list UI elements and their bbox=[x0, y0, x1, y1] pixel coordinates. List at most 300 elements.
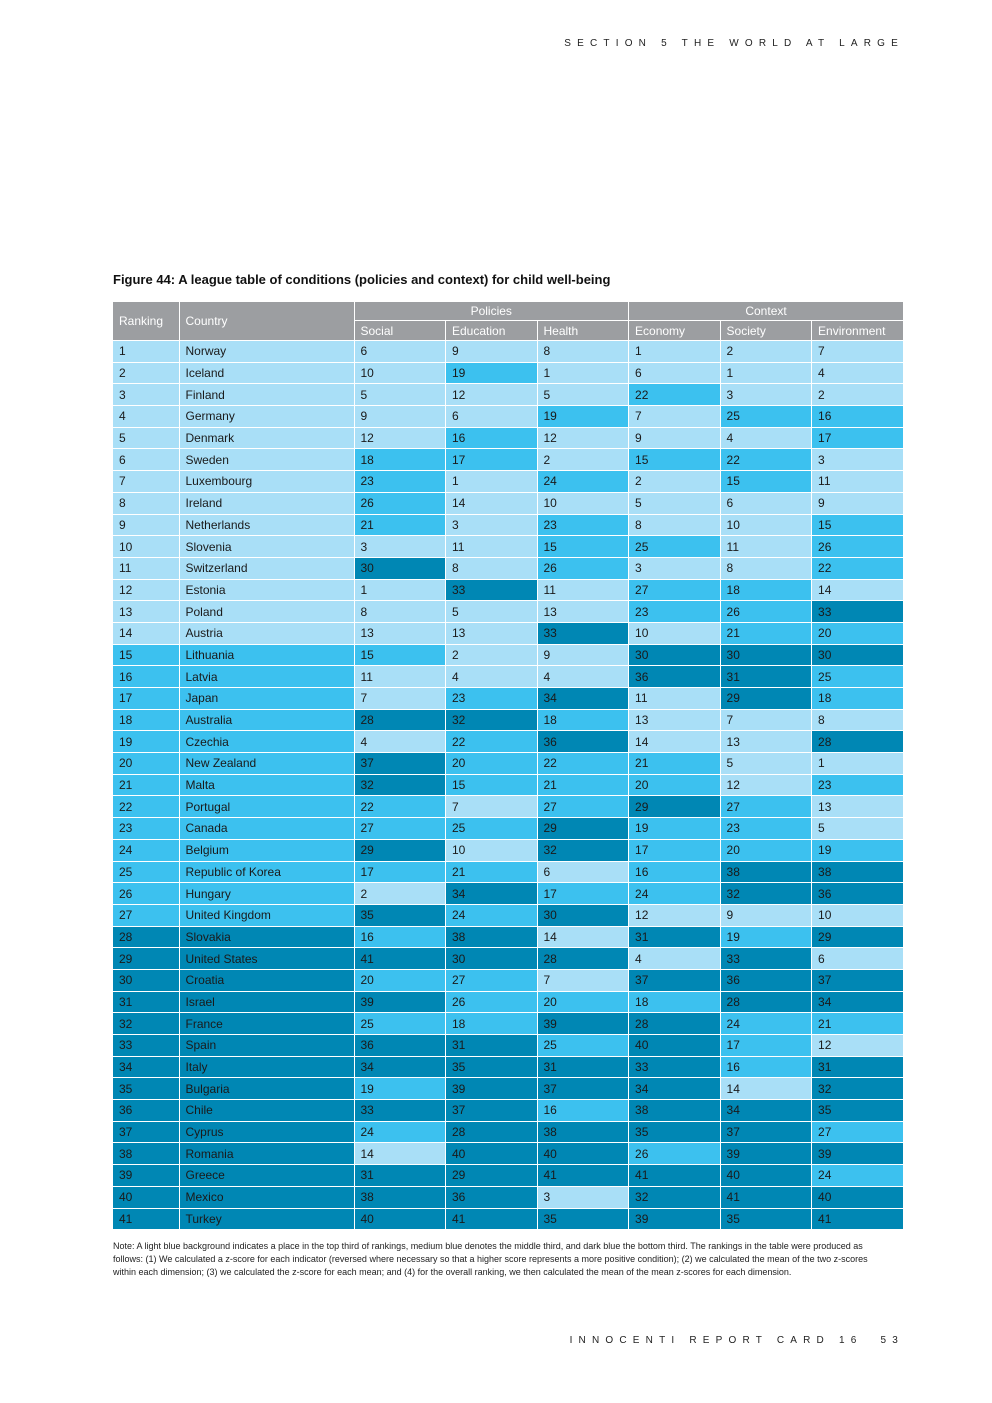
header-ranking: Ranking bbox=[113, 302, 179, 341]
cell-education: 10 bbox=[446, 839, 538, 861]
cell-health: 32 bbox=[537, 839, 629, 861]
cell-economy: 39 bbox=[629, 1208, 721, 1229]
cell-country: Republic of Korea bbox=[179, 861, 354, 883]
table-row bbox=[113, 774, 903, 796]
cell-economy: 24 bbox=[629, 883, 721, 905]
cell-society: 30 bbox=[720, 644, 812, 666]
running-head: SECTION 5 THE WORLD AT LARGE bbox=[564, 38, 904, 49]
cell-health: 40 bbox=[537, 1143, 629, 1165]
cell-ranking: 4 bbox=[113, 406, 179, 428]
cell-education: 12 bbox=[446, 384, 538, 406]
cell-economy: 28 bbox=[629, 1013, 721, 1035]
cell-society: 1 bbox=[720, 362, 812, 384]
cell-environment: 15 bbox=[812, 514, 904, 536]
cell-social: 27 bbox=[354, 818, 446, 840]
cell-economy: 16 bbox=[629, 861, 721, 883]
cell-economy: 40 bbox=[629, 1035, 721, 1057]
cell-education: 4 bbox=[446, 666, 538, 688]
cell-environment: 6 bbox=[812, 948, 904, 970]
cell-education: 19 bbox=[446, 362, 538, 384]
cell-environment: 12 bbox=[812, 1035, 904, 1057]
cell-health: 29 bbox=[537, 818, 629, 840]
cell-environment: 36 bbox=[812, 883, 904, 905]
cell-environment: 2 bbox=[812, 384, 904, 406]
table-row bbox=[113, 1186, 903, 1208]
table-row bbox=[113, 622, 903, 644]
cell-country: Bulgaria bbox=[179, 1078, 354, 1100]
table-row bbox=[113, 709, 903, 731]
cell-social: 37 bbox=[354, 753, 446, 775]
table-row bbox=[113, 883, 903, 905]
cell-society: 3 bbox=[720, 384, 812, 406]
table-row bbox=[113, 427, 903, 449]
league-table-body bbox=[113, 341, 903, 1230]
cell-social: 39 bbox=[354, 991, 446, 1013]
cell-country: Belgium bbox=[179, 839, 354, 861]
cell-education: 27 bbox=[446, 969, 538, 991]
cell-environment: 9 bbox=[812, 492, 904, 514]
cell-social: 26 bbox=[354, 492, 446, 514]
cell-country: Mexico bbox=[179, 1186, 354, 1208]
cell-country: Czechia bbox=[179, 731, 354, 753]
cell-environment: 26 bbox=[812, 536, 904, 558]
table-row bbox=[113, 1056, 903, 1078]
cell-environment: 20 bbox=[812, 622, 904, 644]
table-row bbox=[113, 818, 903, 840]
cell-environment: 8 bbox=[812, 709, 904, 731]
cell-economy: 27 bbox=[629, 579, 721, 601]
cell-society: 10 bbox=[720, 514, 812, 536]
cell-education: 37 bbox=[446, 1100, 538, 1122]
cell-environment: 23 bbox=[812, 774, 904, 796]
cell-country: Luxembourg bbox=[179, 471, 354, 493]
cell-ranking: 14 bbox=[113, 622, 179, 644]
cell-country: Hungary bbox=[179, 883, 354, 905]
cell-society: 22 bbox=[720, 449, 812, 471]
page-footer bbox=[570, 1335, 904, 1346]
cell-health: 26 bbox=[537, 557, 629, 579]
cell-social: 21 bbox=[354, 514, 446, 536]
cell-health: 9 bbox=[537, 644, 629, 666]
cell-health: 2 bbox=[537, 449, 629, 471]
header-country: Country bbox=[179, 302, 354, 341]
cell-society: 21 bbox=[720, 622, 812, 644]
cell-environment: 34 bbox=[812, 991, 904, 1013]
cell-country: Italy bbox=[179, 1056, 354, 1078]
cell-economy: 1 bbox=[629, 341, 721, 363]
table-row bbox=[113, 1100, 903, 1122]
cell-economy: 2 bbox=[629, 471, 721, 493]
cell-ranking: 23 bbox=[113, 818, 179, 840]
table-row bbox=[113, 471, 903, 493]
cell-education: 32 bbox=[446, 709, 538, 731]
table-row bbox=[113, 969, 903, 991]
cell-education: 20 bbox=[446, 753, 538, 775]
cell-social: 15 bbox=[354, 644, 446, 666]
cell-country: Germany bbox=[179, 406, 354, 428]
cell-economy: 36 bbox=[629, 666, 721, 688]
cell-economy: 9 bbox=[629, 427, 721, 449]
cell-education: 34 bbox=[446, 883, 538, 905]
cell-social: 12 bbox=[354, 427, 446, 449]
cell-society: 13 bbox=[720, 731, 812, 753]
cell-society: 35 bbox=[720, 1208, 812, 1229]
cell-health: 3 bbox=[537, 1186, 629, 1208]
cell-social: 41 bbox=[354, 948, 446, 970]
table-row bbox=[113, 753, 903, 775]
table-row bbox=[113, 861, 903, 883]
cell-country: Canada bbox=[179, 818, 354, 840]
cell-economy: 19 bbox=[629, 818, 721, 840]
cell-society: 34 bbox=[720, 1100, 812, 1122]
cell-environment: 33 bbox=[812, 601, 904, 623]
cell-education: 35 bbox=[446, 1056, 538, 1078]
table-row bbox=[113, 839, 903, 861]
cell-environment: 7 bbox=[812, 341, 904, 363]
table-row bbox=[113, 536, 903, 558]
cell-society: 16 bbox=[720, 1056, 812, 1078]
cell-ranking: 17 bbox=[113, 688, 179, 710]
cell-health: 8 bbox=[537, 341, 629, 363]
cell-social: 25 bbox=[354, 1013, 446, 1035]
cell-economy: 25 bbox=[629, 536, 721, 558]
header-social: Social bbox=[354, 321, 446, 341]
table-row bbox=[113, 557, 903, 579]
cell-environment: 31 bbox=[812, 1056, 904, 1078]
cell-economy: 8 bbox=[629, 514, 721, 536]
cell-education: 30 bbox=[446, 948, 538, 970]
cell-country: Greece bbox=[179, 1165, 354, 1187]
cell-education: 15 bbox=[446, 774, 538, 796]
cell-economy: 26 bbox=[629, 1143, 721, 1165]
cell-economy: 4 bbox=[629, 948, 721, 970]
cell-social: 13 bbox=[354, 622, 446, 644]
cell-economy: 29 bbox=[629, 796, 721, 818]
cell-health: 25 bbox=[537, 1035, 629, 1057]
cell-economy: 38 bbox=[629, 1100, 721, 1122]
cell-environment: 18 bbox=[812, 688, 904, 710]
table-row bbox=[113, 796, 903, 818]
cell-ranking: 10 bbox=[113, 536, 179, 558]
cell-society: 36 bbox=[720, 969, 812, 991]
cell-education: 29 bbox=[446, 1165, 538, 1187]
cell-country: Lithuania bbox=[179, 644, 354, 666]
cell-health: 20 bbox=[537, 991, 629, 1013]
cell-ranking: 24 bbox=[113, 839, 179, 861]
table-row bbox=[113, 579, 903, 601]
cell-country: Poland bbox=[179, 601, 354, 623]
cell-country: Slovenia bbox=[179, 536, 354, 558]
cell-ranking: 21 bbox=[113, 774, 179, 796]
cell-ranking: 34 bbox=[113, 1056, 179, 1078]
cell-environment: 17 bbox=[812, 427, 904, 449]
cell-society: 8 bbox=[720, 557, 812, 579]
cell-country: Malta bbox=[179, 774, 354, 796]
cell-environment: 5 bbox=[812, 818, 904, 840]
cell-ranking: 16 bbox=[113, 666, 179, 688]
cell-ranking: 9 bbox=[113, 514, 179, 536]
cell-society: 40 bbox=[720, 1165, 812, 1187]
cell-economy: 3 bbox=[629, 557, 721, 579]
cell-ranking: 11 bbox=[113, 557, 179, 579]
cell-social: 10 bbox=[354, 362, 446, 384]
cell-health: 12 bbox=[537, 427, 629, 449]
header-policies: Policies bbox=[354, 302, 629, 321]
cell-environment: 14 bbox=[812, 579, 904, 601]
header-health: Health bbox=[537, 321, 629, 341]
cell-ranking: 39 bbox=[113, 1165, 179, 1187]
cell-health: 24 bbox=[537, 471, 629, 493]
cell-ranking: 41 bbox=[113, 1208, 179, 1229]
cell-economy: 7 bbox=[629, 406, 721, 428]
cell-environment: 40 bbox=[812, 1186, 904, 1208]
cell-society: 26 bbox=[720, 601, 812, 623]
cell-social: 18 bbox=[354, 449, 446, 471]
cell-society: 24 bbox=[720, 1013, 812, 1035]
cell-health: 11 bbox=[537, 579, 629, 601]
cell-country: Finland bbox=[179, 384, 354, 406]
table-row bbox=[113, 362, 903, 384]
cell-environment: 32 bbox=[812, 1078, 904, 1100]
cell-education: 31 bbox=[446, 1035, 538, 1057]
cell-ranking: 27 bbox=[113, 904, 179, 926]
cell-social: 29 bbox=[354, 839, 446, 861]
cell-health: 22 bbox=[537, 753, 629, 775]
cell-environment: 41 bbox=[812, 1208, 904, 1229]
cell-health: 1 bbox=[537, 362, 629, 384]
cell-society: 17 bbox=[720, 1035, 812, 1057]
cell-social: 34 bbox=[354, 1056, 446, 1078]
cell-ranking: 12 bbox=[113, 579, 179, 601]
cell-society: 9 bbox=[720, 904, 812, 926]
cell-environment: 10 bbox=[812, 904, 904, 926]
cell-country: Austria bbox=[179, 622, 354, 644]
cell-education: 1 bbox=[446, 471, 538, 493]
cell-society: 20 bbox=[720, 839, 812, 861]
cell-health: 27 bbox=[537, 796, 629, 818]
table-row bbox=[113, 1121, 903, 1143]
cell-education: 14 bbox=[446, 492, 538, 514]
table-row bbox=[113, 1078, 903, 1100]
table-row bbox=[113, 904, 903, 926]
table-row bbox=[113, 492, 903, 514]
cell-economy: 6 bbox=[629, 362, 721, 384]
cell-social: 35 bbox=[354, 904, 446, 926]
cell-environment: 11 bbox=[812, 471, 904, 493]
cell-country: Cyprus bbox=[179, 1121, 354, 1143]
cell-ranking: 32 bbox=[113, 1013, 179, 1035]
header-society: Society bbox=[720, 321, 812, 341]
table-row bbox=[113, 991, 903, 1013]
cell-environment: 29 bbox=[812, 926, 904, 948]
cell-country: Turkey bbox=[179, 1208, 354, 1229]
cell-environment: 35 bbox=[812, 1100, 904, 1122]
header-environment: Environment bbox=[812, 321, 904, 341]
cell-social: 6 bbox=[354, 341, 446, 363]
cell-society: 19 bbox=[720, 926, 812, 948]
cell-health: 10 bbox=[537, 492, 629, 514]
cell-ranking: 1 bbox=[113, 341, 179, 363]
cell-education: 16 bbox=[446, 427, 538, 449]
cell-social: 11 bbox=[354, 666, 446, 688]
cell-society: 28 bbox=[720, 991, 812, 1013]
cell-social: 9 bbox=[354, 406, 446, 428]
footer-title: INNOCENTI REPORT CARD 16 bbox=[569, 1335, 863, 1346]
table-row bbox=[113, 406, 903, 428]
cell-education: 3 bbox=[446, 514, 538, 536]
cell-health: 17 bbox=[537, 883, 629, 905]
cell-economy: 30 bbox=[629, 644, 721, 666]
cell-society: 11 bbox=[720, 536, 812, 558]
cell-ranking: 25 bbox=[113, 861, 179, 883]
table-row bbox=[113, 1143, 903, 1165]
cell-social: 32 bbox=[354, 774, 446, 796]
cell-ranking: 5 bbox=[113, 427, 179, 449]
cell-education: 28 bbox=[446, 1121, 538, 1143]
cell-economy: 32 bbox=[629, 1186, 721, 1208]
cell-health: 38 bbox=[537, 1121, 629, 1143]
cell-country: Romania bbox=[179, 1143, 354, 1165]
cell-ranking: 7 bbox=[113, 471, 179, 493]
cell-social: 24 bbox=[354, 1121, 446, 1143]
cell-country: United States bbox=[179, 948, 354, 970]
cell-education: 5 bbox=[446, 601, 538, 623]
cell-social: 1 bbox=[354, 579, 446, 601]
cell-ranking: 29 bbox=[113, 948, 179, 970]
table-row bbox=[113, 1165, 903, 1187]
cell-economy: 10 bbox=[629, 622, 721, 644]
cell-society: 6 bbox=[720, 492, 812, 514]
cell-social: 7 bbox=[354, 688, 446, 710]
table-row bbox=[113, 688, 903, 710]
header-context: Context bbox=[629, 302, 904, 321]
cell-education: 22 bbox=[446, 731, 538, 753]
cell-country: Sweden bbox=[179, 449, 354, 471]
cell-health: 33 bbox=[537, 622, 629, 644]
cell-society: 32 bbox=[720, 883, 812, 905]
table-row bbox=[113, 1013, 903, 1035]
cell-education: 23 bbox=[446, 688, 538, 710]
cell-country: Croatia bbox=[179, 969, 354, 991]
table-row bbox=[113, 341, 903, 363]
cell-country: Switzerland bbox=[179, 557, 354, 579]
cell-environment: 21 bbox=[812, 1013, 904, 1035]
table-row bbox=[113, 601, 903, 623]
cell-country: France bbox=[179, 1013, 354, 1035]
cell-economy: 41 bbox=[629, 1165, 721, 1187]
cell-education: 26 bbox=[446, 991, 538, 1013]
cell-society: 37 bbox=[720, 1121, 812, 1143]
cell-country: Ireland bbox=[179, 492, 354, 514]
cell-ranking: 8 bbox=[113, 492, 179, 514]
cell-social: 33 bbox=[354, 1100, 446, 1122]
cell-ranking: 3 bbox=[113, 384, 179, 406]
cell-environment: 19 bbox=[812, 839, 904, 861]
cell-ranking: 33 bbox=[113, 1035, 179, 1057]
cell-ranking: 36 bbox=[113, 1100, 179, 1122]
cell-health: 21 bbox=[537, 774, 629, 796]
cell-education: 21 bbox=[446, 861, 538, 883]
cell-economy: 12 bbox=[629, 904, 721, 926]
cell-ranking: 28 bbox=[113, 926, 179, 948]
cell-society: 14 bbox=[720, 1078, 812, 1100]
cell-social: 31 bbox=[354, 1165, 446, 1187]
cell-environment: 39 bbox=[812, 1143, 904, 1165]
cell-ranking: 35 bbox=[113, 1078, 179, 1100]
cell-ranking: 20 bbox=[113, 753, 179, 775]
cell-economy: 5 bbox=[629, 492, 721, 514]
cell-society: 18 bbox=[720, 579, 812, 601]
figure-title: Figure 44: A league table of conditions (policies and context) for child well-being bbox=[113, 272, 611, 287]
cell-social: 30 bbox=[354, 557, 446, 579]
cell-health: 13 bbox=[537, 601, 629, 623]
cell-economy: 34 bbox=[629, 1078, 721, 1100]
cell-economy: 14 bbox=[629, 731, 721, 753]
cell-social: 38 bbox=[354, 1186, 446, 1208]
cell-education: 13 bbox=[446, 622, 538, 644]
header-economy: Economy bbox=[629, 321, 721, 341]
cell-economy: 35 bbox=[629, 1121, 721, 1143]
cell-health: 4 bbox=[537, 666, 629, 688]
cell-education: 39 bbox=[446, 1078, 538, 1100]
cell-society: 15 bbox=[720, 471, 812, 493]
cell-environment: 13 bbox=[812, 796, 904, 818]
cell-economy: 15 bbox=[629, 449, 721, 471]
cell-ranking: 13 bbox=[113, 601, 179, 623]
cell-ranking: 15 bbox=[113, 644, 179, 666]
cell-ranking: 6 bbox=[113, 449, 179, 471]
cell-health: 34 bbox=[537, 688, 629, 710]
cell-environment: 3 bbox=[812, 449, 904, 471]
cell-education: 25 bbox=[446, 818, 538, 840]
cell-country: New Zealand bbox=[179, 753, 354, 775]
table-row bbox=[113, 948, 903, 970]
cell-health: 31 bbox=[537, 1056, 629, 1078]
cell-country: Denmark bbox=[179, 427, 354, 449]
cell-social: 36 bbox=[354, 1035, 446, 1057]
page-number: 53 bbox=[880, 1335, 904, 1346]
cell-environment: 24 bbox=[812, 1165, 904, 1187]
cell-health: 36 bbox=[537, 731, 629, 753]
cell-health: 14 bbox=[537, 926, 629, 948]
cell-society: 27 bbox=[720, 796, 812, 818]
table-row bbox=[113, 449, 903, 471]
cell-ranking: 31 bbox=[113, 991, 179, 1013]
cell-society: 23 bbox=[720, 818, 812, 840]
cell-education: 9 bbox=[446, 341, 538, 363]
cell-ranking: 22 bbox=[113, 796, 179, 818]
cell-ranking: 30 bbox=[113, 969, 179, 991]
cell-society: 31 bbox=[720, 666, 812, 688]
cell-education: 7 bbox=[446, 796, 538, 818]
cell-health: 39 bbox=[537, 1013, 629, 1035]
cell-education: 41 bbox=[446, 1208, 538, 1229]
cell-social: 16 bbox=[354, 926, 446, 948]
table-row bbox=[113, 926, 903, 948]
table-row bbox=[113, 644, 903, 666]
cell-health: 41 bbox=[537, 1165, 629, 1187]
cell-ranking: 19 bbox=[113, 731, 179, 753]
cell-society: 38 bbox=[720, 861, 812, 883]
cell-environment: 27 bbox=[812, 1121, 904, 1143]
cell-ranking: 40 bbox=[113, 1186, 179, 1208]
cell-education: 18 bbox=[446, 1013, 538, 1035]
table-row bbox=[113, 731, 903, 753]
cell-society: 12 bbox=[720, 774, 812, 796]
cell-country: Australia bbox=[179, 709, 354, 731]
cell-education: 11 bbox=[446, 536, 538, 558]
cell-social: 40 bbox=[354, 1208, 446, 1229]
